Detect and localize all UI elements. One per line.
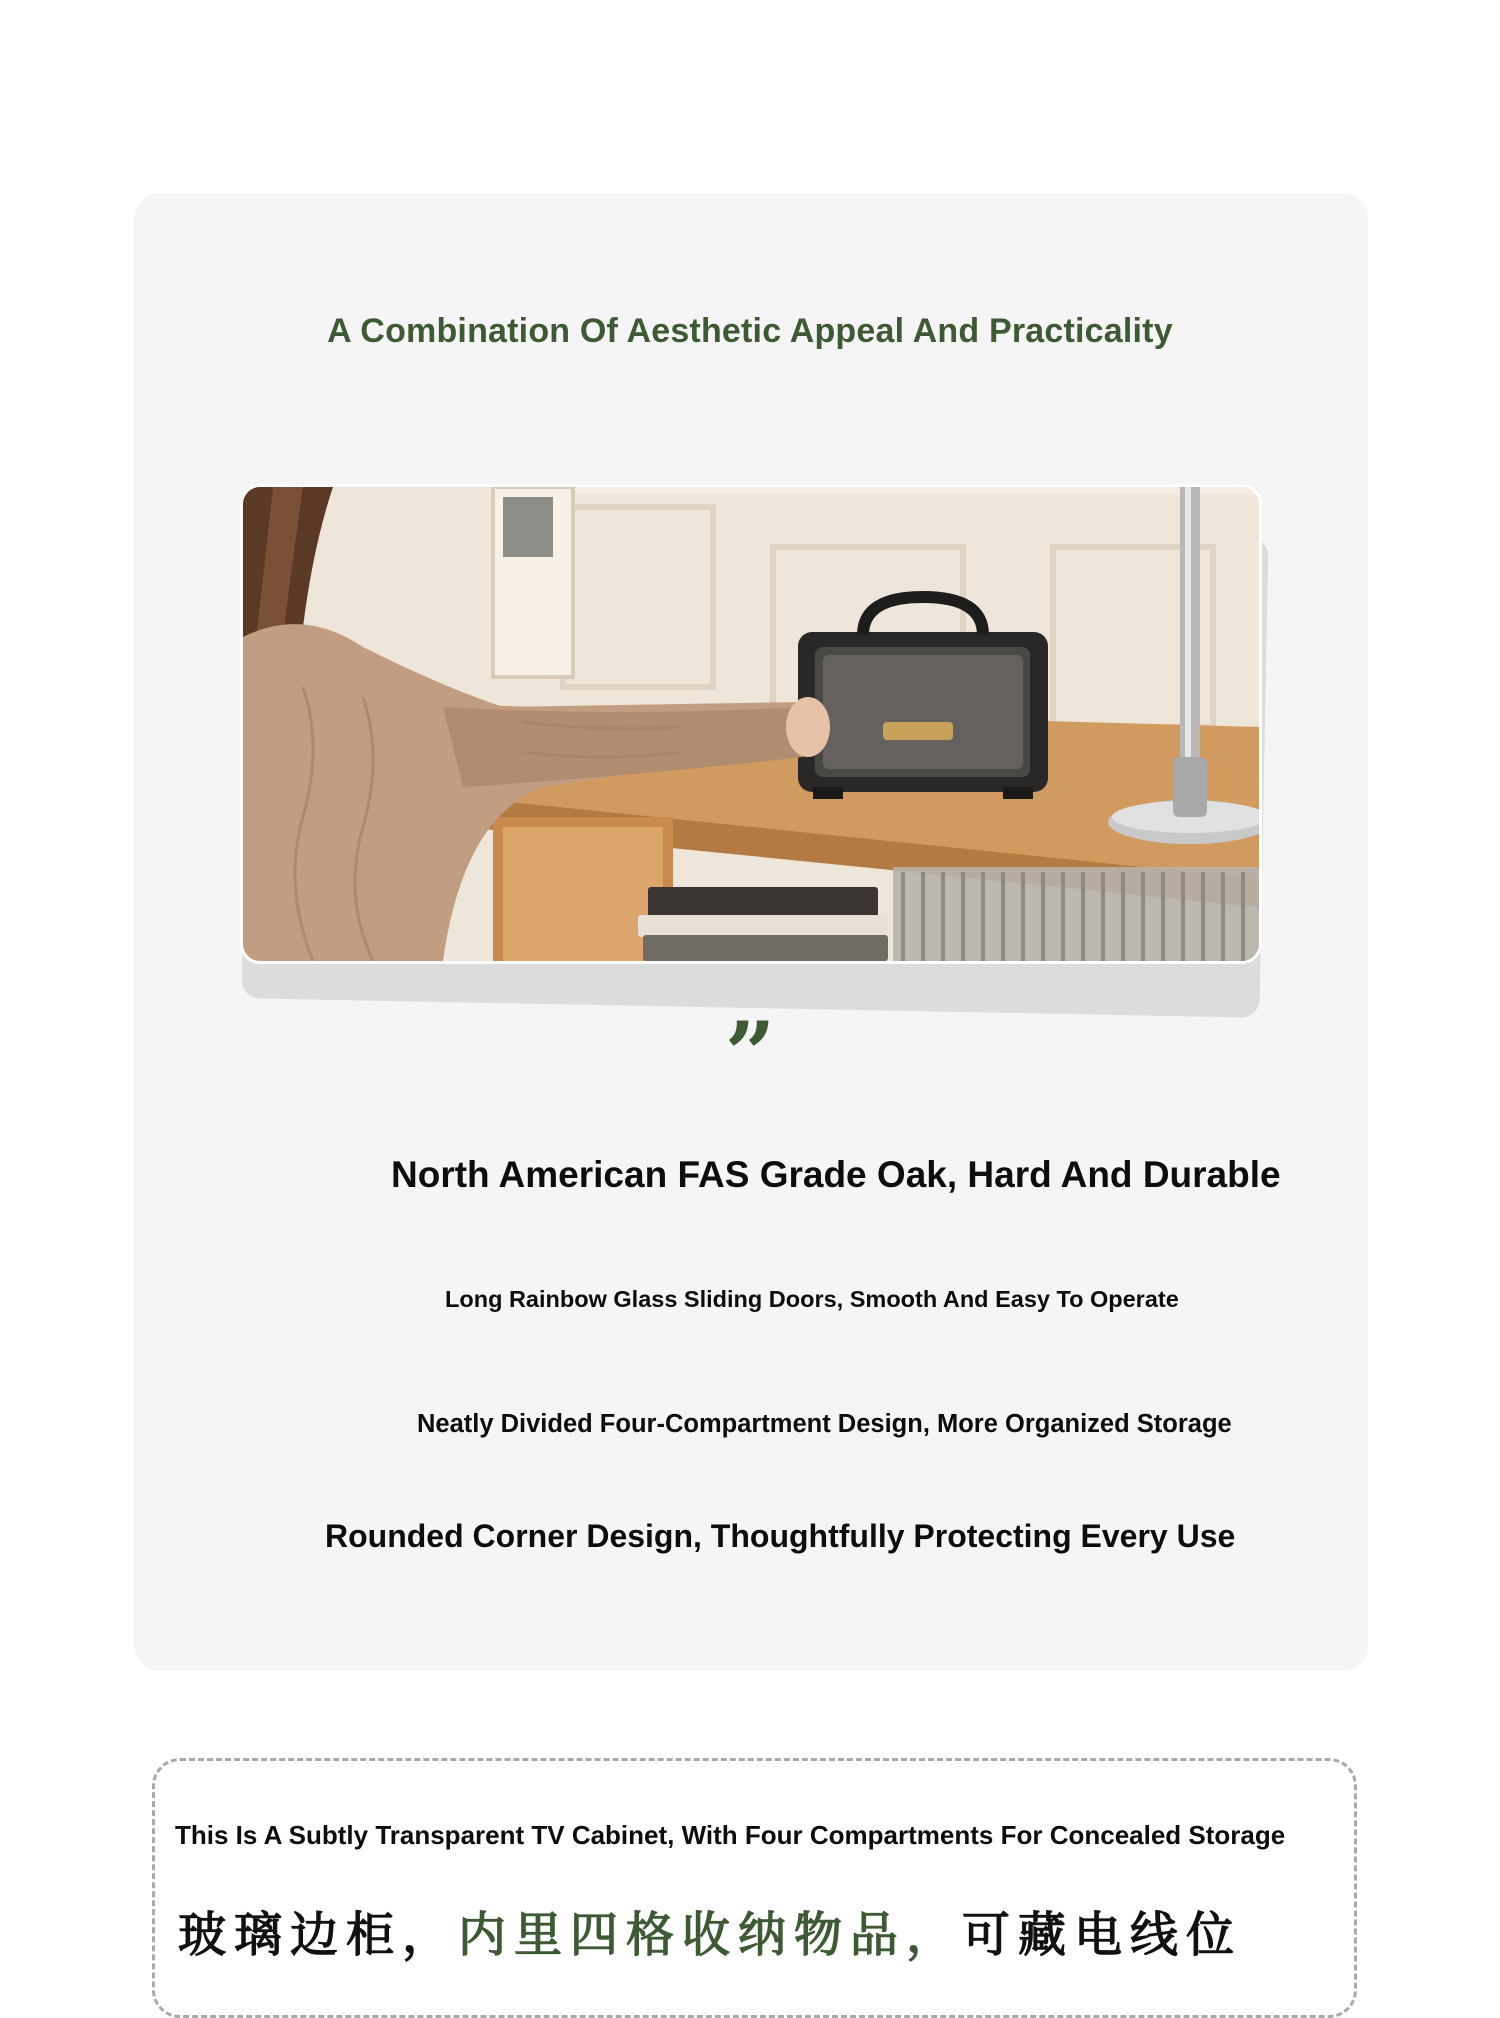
section-heading: A Combination Of Aesthetic Appeal And Practicality (327, 312, 1173, 350)
feature-line-compartments: Neatly Divided Four-Compartment Design, More Organized Storage (417, 1410, 1232, 1438)
cn-text-part-3: 可藏电线位 (962, 1907, 1243, 1963)
feature-line-rounded-corners: Rounded Corner Design, Thoughtfully Protecting Every Use (325, 1518, 1236, 1554)
quote-mark: ” (724, 1002, 776, 1106)
product-photo (240, 484, 1262, 964)
description-chinese-line (178, 1896, 1242, 1965)
description-caption: This Is A Subtly Transparent TV Cabinet, With Four Compartments For Concealed Storage (175, 1820, 1286, 1850)
feature-line-oak: North American FAS Grade Oak, Hard And Durable (391, 1154, 1281, 1195)
description-box (152, 1758, 1357, 2018)
product-photo-illustration (243, 487, 1259, 961)
cn-text-part-2: 内里四格收纳物品， (458, 1907, 963, 1963)
cn-text-part-1: 玻璃边柜， (178, 1907, 459, 1963)
feature-line-glass-doors: Long Rainbow Glass Sliding Doors, Smooth And Easy To Operate (445, 1286, 1179, 1312)
